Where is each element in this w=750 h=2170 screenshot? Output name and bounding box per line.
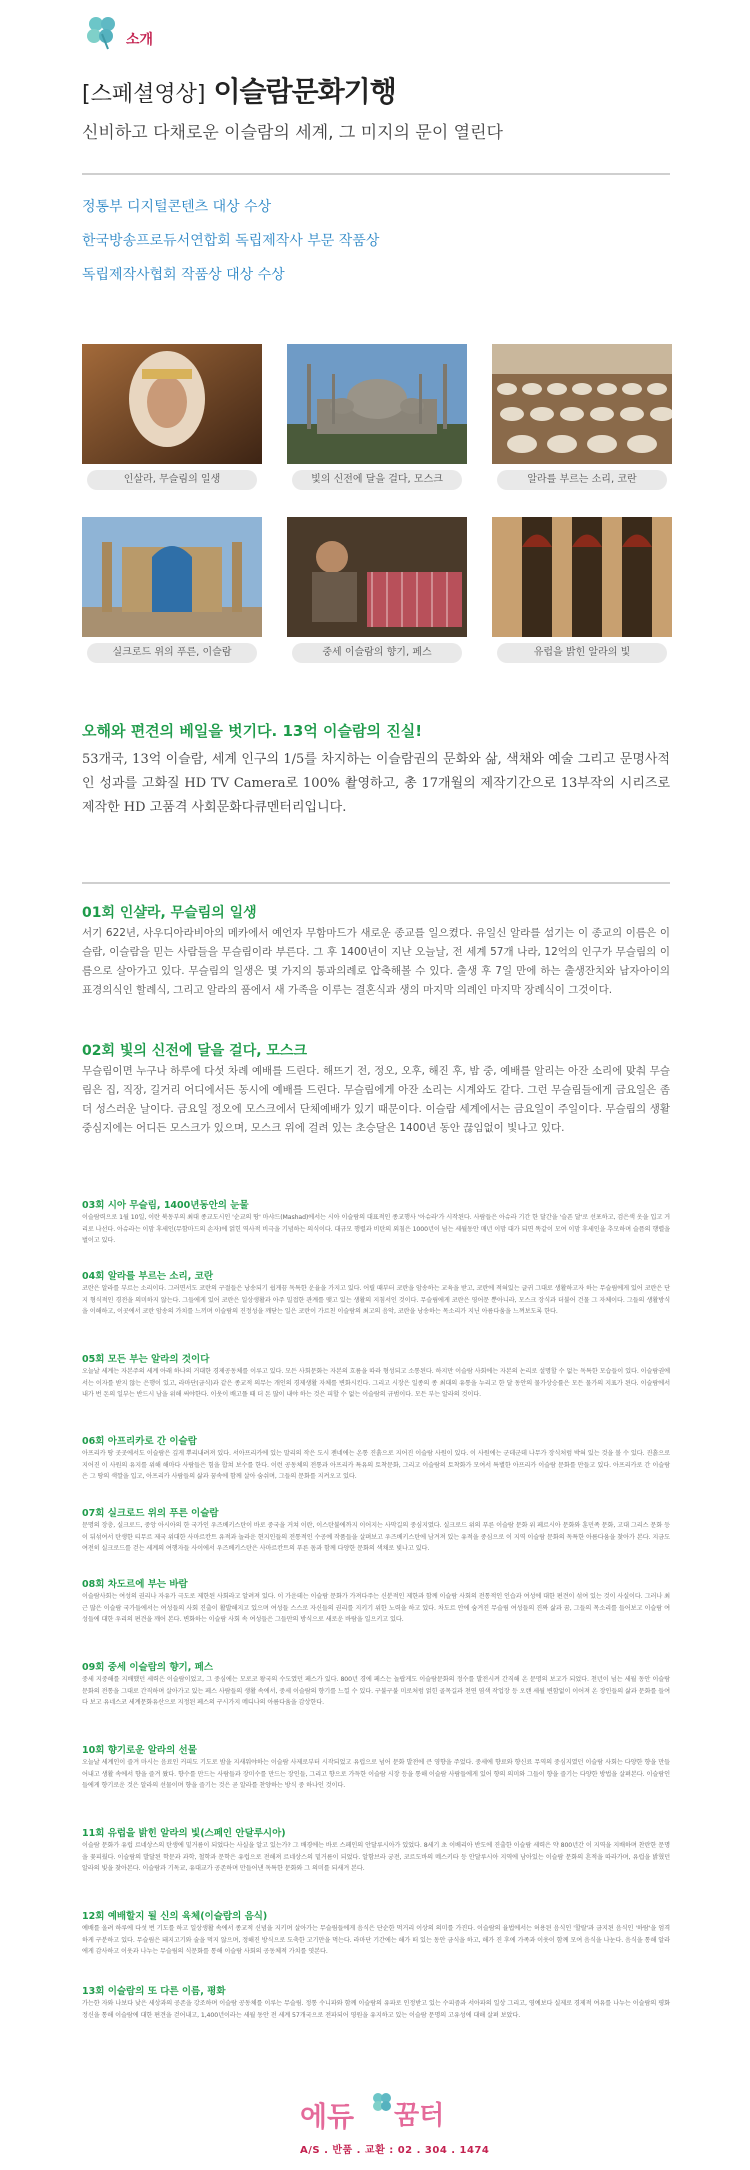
clover-icon bbox=[82, 14, 122, 50]
page-title bbox=[82, 70, 396, 110]
episode-text: 서기 622년, 사우디아라비아의 메카에서 예언자 무함마드가 새로운 종교를 일으켰다. 유일신 알라를 섬기는 이 종교의 이름은 이슬람, 이슬람을 믿는 사람들을 무슬림이라 부른다. 그 후 1400년이 지난 오늘날, 전 세계 57개 나라, 12억의 인구가 무슬림의 이름으로 살아가고 있다. 무슬림의 일생은 몇 가지의 통과의례로 압축해볼 수 있다. 출생 후 7일 만에 하는 출생잔치와 남자아이의 표경의식인 할례식, 그리고 알라의 품에서 새 가족을 이루는 결혼식과 생의 마지막 의례인 마지막 장례식이 그것이다. bbox=[82, 927, 670, 996]
gallery-caption: 실크로드 위의 푸른, 이슬람 bbox=[87, 643, 257, 663]
gallery-caption: 빛의 신전에 달을 걸다, 모스크 bbox=[292, 470, 462, 490]
intro-text: 53개국, 13억 이슬람, 세계 인구의 1/5를 차지하는 이슬람권의 문화와 삶, 색채와 예술 그리고 문명사적인 성과를 고화질 HD TV Camera로 100% 촬영하고, 총 17개월의 제작기간으로 13부작의 시리즈로 제작한 HD 고품격 사회문화다큐멘터리입니다. bbox=[82, 752, 670, 815]
episode-text: 코란은 알라를 부르는 소리이다. 그러면서도 코란의 구절들은 낭송되기 쉽게끔 독특한 운율을 가지고 있다. 어릴 때부터 코란을 암송하는 교육을 받고, 코란에 적혀있는 글귀 그대로 생활하고자 하는 무슬림에게 있어 코란은 단지 형식적인 경전을 의미하지 않는다. 그들에게 있어 코란은 일상생활과 아주 밀접한 관계를 맺고 있는 생활의 지침서인 것이다. 무슬림에게 코란은 영어문 뿐아니라, 모스크 장식과 더불어 건물 그 자체이다. 그들의 생활방식을 이해하고, 이곳에서 코란 암송의 가치를 느끼며 이슬람의 진정성을 깨닫는 일은 코란이 가르친 이슬람의 최고의 음악, 코란을 낭송하는 목소리가 지닌 아름다움을 느껴보도록 한다. bbox=[82, 1285, 670, 1315]
gallery-item bbox=[287, 344, 467, 490]
award-item: 한국방송프로듀서연합회 독립제작사 부문 작품상 bbox=[82, 233, 380, 249]
episode-text: 이슬람력으로 1월 10일, 이란 북동부의 최대 종교도시인 '순교의 땅' 마샤드(Mashad)에서는 시아 이슬람의 대표적인 종교행사 '아슈라'가 시작된다. 사람들은 아슈라 기간 한 달간을 '슬픈 달'로 선포하고, 검은색 옷을 입고 거리로 나선다. 아슈라는 이맘 후세인(무함마드의 손자)에 얽힌 역사적 비극을 기념하는 의식이다. 대규모 행렬과 비탄의 외침은 1000년이 넘는 세월동안 매년 이맘 대가 되면 똑같이 모여 이맘 후세인을 추모하며 슬픔의 행렬을 벌이고 있다. bbox=[82, 1214, 670, 1244]
brand-logo bbox=[292, 2086, 462, 2134]
photo-bride bbox=[82, 344, 262, 464]
episode-text: 오늘날 세계는 자본주의 세계 아래 하나의 거대한 경제공동체를 이루고 있다. 모든 사회문화는 자본의 흐름을 따라 형성되고 소통된다. 하지만 이슬람 사회에는 자본의 논리로 설명할 수 없는 독특한 모습들이 있다. 이슬람권에서는 이자를 받지 않는 은행이 있고, 라마단(금식)과 같은 종교적 의무는 개인의 경제생활 자체를 변화시킨다. 그리고 시장은 일종의 종 최대의 유통을 누리고 한 달 동안의 물가상승률은 모든 물가의 지표가 된다. 이슬람에서 내가 번 돈의 일부는 반드시 남을 위해 써야한다. 이웃이 배고플 때 더 돈 많이 내야 하는 것은 피할 수 없는 이슬람의 규범이다. 모든 부는 알라의 것이다. bbox=[82, 1368, 670, 1398]
gallery-item bbox=[492, 344, 672, 490]
episode-title: 01회 인샬라, 무슬림의 일생 bbox=[82, 905, 257, 921]
gallery-item bbox=[492, 517, 672, 663]
photo-arches bbox=[492, 517, 672, 637]
episode-title: 11회 유럽을 밝힌 알라의 빛(스페인 안달루시아) bbox=[82, 1828, 286, 1839]
episode-title: 09회 중세 이슬람의 향기, 페스 bbox=[82, 1662, 214, 1673]
title-main: 이슬람문화기행 bbox=[213, 75, 396, 108]
episode-text: 아프리카 땅 곳곳에서도 이슬람은 깊게 뿌리내려져 있다. 서아프리카에 있는 말리의 작은 도시 젠네에는 온통 진흙으로 지어진 이슬람 사원이 있다. 이 사원에는 군데군데 나무가 장식처럼 박혀 있는 것을 볼 수 있다. 진흙으로 지어진 이 사원의 유지를 위해 해마다 사람들은 힘을 합쳐 보수를 한다. 이런 공동체의 전통과 아프리카 특유의 토착문화, 그리고 이슬람의 토착화가 모여서 특별한 아프리카 이슬람 문화를 만들고 있다. 아프리카로 간 이슬람은 그 땅의 색깔을 입고, 아프리카 사람들의 삶과 꿈속에 함께 살아 숨쉬며, 그들의 문화를 지켜오고 있다. bbox=[82, 1450, 670, 1480]
gallery-item bbox=[82, 517, 262, 663]
episode-title: 07회 실크로드 위의 푸른 이슬람 bbox=[82, 1508, 219, 1519]
episode-title: 04회 알라를 부르는 소리, 코란 bbox=[82, 1271, 214, 1282]
award-item: 독립제작사협회 작품상 대상 수상 bbox=[82, 267, 285, 283]
photo-mosque bbox=[287, 344, 467, 464]
gallery-caption: 유럽을 밝힌 알라의 빛 bbox=[497, 643, 667, 663]
gallery-caption: 알라를 부르는 소리, 코란 bbox=[497, 470, 667, 490]
episode-text: 무슬림이면 누구나 하루에 다섯 차례 예배를 드린다. 해뜨기 전, 정오, 오후, 해진 후, 밤 중, 예배를 알리는 아잔 소리에 맞춰 무슬림은 집, 직장, 길거리 어디에서든 동시에 예배를 드린다. 무슬림에게 아잔 소리는 시계와도 같다. 그런 무슬림들에게 금요일은 좀 더 성스러운 날이다. 금요일 정오에 모스크에서 단체예배가 있기 때문이다. 이슬람 세계에서는 금요일이 주일이다. 무슬림의 생활 중심지에는 어디든 모스크가 있으며, 모스크 위에 걸려 있는 초승달은 1400년 동안 끊임없이 빛나고 있다. bbox=[82, 1065, 670, 1134]
episode-title: 03회 시아 무슬림, 1400년동안의 눈물 bbox=[82, 1200, 249, 1211]
episode-title: 05회 모든 부는 알라의 것이다 bbox=[82, 1354, 210, 1365]
award-item: 정통부 디지털콘텐츠 대상 수상 bbox=[82, 199, 272, 215]
title-prefix: [스페셜영상] bbox=[82, 82, 206, 107]
episode-text: 문명의 장충, 실크로드, 중앙 아시아의 한 국가인 우즈베키스탄이 바로 중국을 거쳐 이란, 이스탄불에까지 이어지는 사막길의 중심지였다. 실크로드 위의 푸른 이슬람 문화 위 페르시아 문화와 훈민족 문화, 고대 그리스 문화 등이 뒤섞여서 탄생한 티무르 제국 위대한 사마르칸트 유적과 놀라운 현지인들의 전통적인 수공예 작품들을 살펴보고 우즈베키스탄에 남겨져 있는 유적을 중심으로 이 지역 이슬람 문화의 독특한 아름다움을 찾아가 본다. 지금도 여전히 실크로드를 걷는 세계의 여행자들 사이에서 우즈베키스탄은 사마르칸트의 푸른 돔과 함께 다양한 문화의 색채로 빛나고 있다. bbox=[82, 1522, 670, 1552]
gallery-caption: 중세 이슬람의 향기, 페스 bbox=[292, 643, 462, 663]
section-logo bbox=[82, 14, 153, 50]
photo-prayer bbox=[492, 344, 672, 464]
photo-weaver bbox=[287, 517, 467, 637]
gallery-item bbox=[287, 517, 467, 663]
episode-title: 06회 아프리카로 간 이슬람 bbox=[82, 1436, 197, 1447]
episode-text: 중세 지중해를 지배했던 세력은 이슬람이었고, 그 중심에는 모로코 왕국의 수도였던 페스가 있다. 800년 경에 페스는 놀랍게도 이슬람문화의 정수를 발전시켜 간직해 온 문명의 보고가 되었다. 천년이 넘는 세월 동안 이슬람 문화의 전통을 그대로 간직하며 살아가고 있는 페스 사람들의 생활 속에서, 중세 이슬람의 향기를 느낄 수 있다. 구불구불 미로처럼 얽힌 골목길과 천연 염색 작업장 등 오랜 세월 변함없이 이어져 온 장인들의 삶과 문화를 들여다 보고 유네스코 세계문화유산으로 지정된 페스의 구시가지 메디나의 아름다움을 감상한다. bbox=[82, 1676, 670, 1706]
awards-list bbox=[82, 196, 379, 298]
divider bbox=[82, 173, 670, 175]
episode-title: 10회 향기로운 알라의 선물 bbox=[82, 1745, 197, 1756]
episode-text: 이슬람 문화가 유럽 르네상스의 탄생에 밑거름이 되었다는 사실을 알고 있는가? 그 배경에는 바로 스페인의 안달루시아가 있었다. 8세기 초 이베리아 반도에 진출한 이슬람 세력은 약 800년간 이 지역을 지배하며 찬란한 문명을 꽃피웠다. 이슬람의 발달된 학문과 과학, 철학과 문학은 유럽으로 전해져 르네상스의 밑거름이 되었다. 알함브라 궁전, 코르도바의 메스키타 등 안달루시아 지역에 남아있는 이슬람 문화의 흔적을 따라가며, 유럽을 밝혔던 알라의 빛을 찾아본다. 이슬람과 기독교, 유대교가 공존하며 만들어낸 독특한 문화와 그 의미를 되새겨 본다. bbox=[82, 1842, 670, 1872]
episode-title: 12회 예배할지 될 신의 육체(이슬람의 음식) bbox=[82, 1911, 268, 1922]
intro-heading: 오해와 편견의 베일을 벗기다. 13억 이슬람의 진실! bbox=[82, 722, 423, 740]
episode-text: 예배를 올려 하루에 다섯 번 기도를 하고 일상생활 속에서 종교적 신념을 지키며 살아가는 무슬림들에게 음식은 단순한 먹거리 이상의 의미를 가진다. 이슬람의 율법에서는 허용된 음식인 '할랄'과 금지된 음식인 '하람'을 엄격하게 구분하고 있다. 무슬림은 돼지고기와 술을 먹지 않으며, 정해진 방식으로 도축한 고기만을 먹는다. 라마단 기간에는 해가 떠 있는 동안 금식을 하고, 해가 진 후에 가족과 이웃이 함께 모여 음식을 나눈다. 음식을 통해 알라에게 감사하고 이웃과 나누는 무슬림의 식문화를 통해 이슬람 사회의 공동체적 가치를 엿본다. bbox=[82, 1925, 670, 1955]
svg-text:에듀: 에듀 bbox=[300, 2100, 355, 2133]
gallery-item bbox=[82, 344, 262, 490]
divider bbox=[82, 882, 670, 884]
section-label: 소개 bbox=[126, 32, 154, 48]
gallery-caption: 인살라, 무슬림의 일생 bbox=[87, 470, 257, 490]
episode-text: 가는한 자와 나보다 낮은 세상과의 공존을 강조하며 이슬람 공동체를 이루는 무슬림. 정통 수니파와 함께 이슬람의 유파로 인정받고 있는 수피즘과 서아파의 일상 그리고, 영예보다 실제로 경제적 여유를 나누는 이슬람의 평화 정신을 통해 이슬람에 대한 편견을 걷어내고, 1,400년이라는 세월 동안 전 세계 57개국으로 전파되어 영원을 유지하고 있는 이슬람 문명의 고유성에 대해 살펴 보았다. bbox=[82, 2000, 670, 2019]
episode-text: 오늘날 세계인이 즐겨 마시는 음료인 커피도 기도로 밤을 지새워야하는 이슬람 사제로부터 시작되었고 유럽으로 넘어 문화 발전에 큰 영향을 주었다. 중세에 향료와 향신료 무역의 중심지였던 이슬람 사회는 다양한 향을 만들어내고 생활 속에서 향을 즐겨 왔다. 향수를 만드는 사람들과 장미수를 만드는 장인들, 그리고 향으로 가득한 이슬람 시장 등을 통해 이슬람 사람들에게 있어 향의 의미와 그들이 향을 즐기는 다양한 방법을 살펴본다. 이슬람인들에게 향기로운 것은 알라의 선물이며 향을 즐기는 것은 곧 알라를 찬양하는 방식 중 하나인 것이다. bbox=[82, 1759, 670, 1789]
episode-title: 13회 이슬람의 또 다른 이름, 평화 bbox=[82, 1986, 226, 1997]
photo-samarkand bbox=[82, 517, 262, 637]
svg-text:꿈터: 꿈터 bbox=[394, 2101, 445, 2131]
episode-title: 02회 빛의 신전에 달을 걸다, 모스크 bbox=[82, 1043, 307, 1059]
episode-text: 이슬람사회는 여성의 권리나 자유가 극도로 제한된 사회라고 알려져 있다. 이 가운데는 이슬람 문화가 가져다주는 신분적인 제한과 함께 이슬람 사회의 전통적인 인습과 여성에 대한 편견이 섞여 있는 것이 사실이다. 그러나 최근 많은 이슬람 국가들에서는 여성들의 사회 진출이 활발해지고 있으며 여성들 스스로 자신들의 권리를 지키기 위한 노력을 하고 있다. 차도르 안에 숨겨진 무슬림 여성들의 진짜 삶과 꿈, 그들의 목소리를 들어보고 이슬람 여성들에 대한 우리의 편견을 깨어 본다. 변화하는 이슬람 사회 속 여성들은 그들만의 방식으로 새로운 바람을 일으키고 있다. bbox=[82, 1593, 670, 1623]
subtitle: 신비하고 다채로운 이슬람의 세계, 그 미지의 문이 열린다 bbox=[82, 123, 503, 143]
episode-title: 08회 차도르에 부는 바람 bbox=[82, 1579, 188, 1590]
as-contact: A/S . 반품 . 교환 : 02 . 304 . 1474 bbox=[300, 2145, 490, 2156]
